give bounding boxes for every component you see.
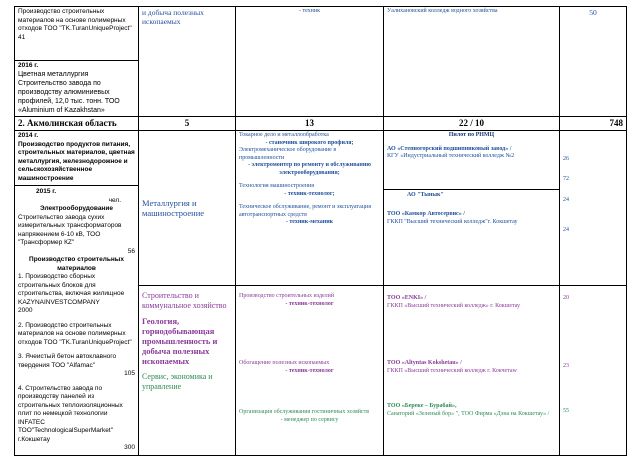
spec-b2: - техник-технолог [285, 300, 334, 307]
cell-specialty [236, 7, 384, 117]
partner-c2: ГККП "Высший технический колледж"г. Кокшетау [387, 218, 518, 225]
spec-c2: - техник-технолог [285, 367, 334, 374]
pilot-label: Пилот по РНМЦ [448, 132, 495, 138]
count-f: 23 [563, 362, 569, 369]
count-c: 24 [563, 197, 569, 203]
document-table [14, 6, 627, 456]
cell-industry-list [15, 131, 139, 456]
left-year-2015: 2015 г. [36, 188, 57, 195]
section-name: 2. Акмолинская область [15, 117, 139, 131]
partner-c1: ТОО «Камкор Автосервис» / [387, 211, 465, 217]
spec-a3: Электромеханическое оборудование в промышленности [239, 147, 337, 161]
cell-count [560, 7, 627, 117]
table-row [15, 7, 627, 61]
top-project-count: 41 [18, 33, 26, 41]
table-row [15, 131, 627, 286]
left-year-2014: 2014 г. [18, 132, 39, 139]
left-item-1-count: 2000 [18, 307, 33, 314]
section-col4: 22 / 10 [384, 117, 560, 131]
sector-geology: Геология, горнодобывающая промышленность и добыча полезных ископаемых [142, 316, 218, 366]
left-electro-count: 56 [127, 247, 135, 255]
spec-b1: Производство строительных изделий [239, 293, 335, 299]
partner-a2: КГУ «Индустриальный технический колледж №2 [387, 153, 515, 159]
left-heading-materials: Производство строительных материалов [29, 256, 124, 272]
top-college-text: Уалихановский колледж водного хозяйства [387, 8, 498, 14]
top-count-value: 50 [589, 8, 597, 17]
cell-partners-construction [384, 286, 560, 456]
top-project-text: Производство строительных материалов на основе полимерных отходов ТОО "TK.TuranUniqueProject" [18, 8, 132, 32]
partner-a1: АО «Степногорский подшипниковый завод» / [387, 145, 512, 152]
sector-construction: Строительство и коммунальное хозяйство [142, 291, 227, 310]
cell-count-construction [560, 286, 627, 456]
left-item-4: 4. Строительство завода по производству панелей из строительных теплоизоляционных плит по немецкой технологии INFATEC ТОО"TechnologicalSuperMarket" г.Кокшетау [18, 384, 123, 443]
left-item-2: 2. Производство строительных материалов на основе полимерных отходов ТОО "TK.TuranUniqueProject" [18, 321, 132, 346]
partner-d2: ГККП «Высший технический колледж» г. Кокшетау [387, 302, 521, 309]
cell-specialties-metallurgy [236, 131, 384, 286]
left-unit-label: чел. [108, 196, 121, 204]
left-item-3-count: 105 [124, 370, 135, 377]
left-item-1: 1. Производство сборных строительных блоков для строительства, включая жилищное KAZYNAINVESTCOMPANY [18, 273, 125, 306]
spec-d2: - менеджер по сервису [280, 416, 339, 423]
spec-a2: - станочник широкого профиля; [265, 139, 354, 146]
cell-industry [15, 7, 139, 61]
section-col2: 5 [139, 117, 236, 131]
metal-description: Строительство завода по производству алюминиевых профилей, 12,0 тыс. тонн. ТОО «Aluminium of Kazakhstan» [18, 80, 120, 114]
cell-college [384, 7, 560, 117]
sector-metallurgy: Металлургия и машиностроение [142, 198, 205, 218]
partner-e1: ТОО «Altyntas Kokshetau» / [387, 360, 462, 366]
top-specialty-text: - техник [298, 8, 321, 14]
partner-b1: АО "Тынык" [407, 191, 444, 198]
spec-d1: Организация обслуживания гостиничных хозяйств [239, 409, 370, 415]
section-header-row [15, 117, 627, 131]
count-d: 24 [563, 226, 569, 233]
spec-a7: Техническое обслуживание, ремонт и эксплуатация автотранспортных средств [239, 204, 371, 218]
sector-service: Сервис, экономика и управление [142, 372, 213, 391]
spec-a1: Токарное дело и металлообработка [239, 132, 329, 138]
top-sector-text: и добыча полезных ископаемых [142, 8, 204, 26]
spec-a4: - электромонтер по ремонту и обслуживанию электрооборудования; [248, 162, 371, 176]
cell-sector-metallurgy [139, 131, 236, 286]
left-heading-electro: Электрооборудование [40, 205, 113, 212]
left-2014-text: Производство продуктов питания, строительных материалов, цветная металлургия, железнодорожное и сельскохозяйственное машиностроение [18, 140, 135, 182]
left-electro-text: Строительство завода сухих измерительных трансформаторов напряжением 6-10 кВ, ТОО "Трансформер КZ" [18, 213, 122, 246]
left-item-4-count: 300 [124, 444, 135, 451]
count-b: 72 [563, 175, 569, 182]
cell-sector [139, 7, 236, 117]
left-item-3: 3. Ячеистый бетон автоклавного твердения ТОО "Alfamac" [18, 353, 117, 369]
section-col5: 748 [560, 117, 627, 131]
partner-e2: ГККП «Высший технический колледж г. Кокчетаw [387, 367, 517, 374]
cell-industry [15, 61, 139, 117]
divider [15, 185, 138, 186]
section-col3: 13 [236, 117, 384, 131]
cell-partners-metallurgy [384, 131, 560, 286]
metal-year: 2016 г. [18, 62, 39, 69]
spec-a8: - техник-механик [285, 219, 334, 225]
count-g: 55 [563, 408, 569, 414]
partner-f2: Санаторий «Зеленый бор» ", ТОО Фирма «Дэна на Кокшетау» / [387, 410, 550, 417]
cell-specialties-construction [236, 286, 384, 456]
spec-c1: Обогащение полезных ископаемых [239, 360, 330, 366]
partner-d1: ТОО «ENKI» / [387, 295, 427, 301]
count-a: 26 [563, 156, 569, 162]
spec-a6: - техник-технолог; [284, 190, 335, 197]
metal-title: Цветная металлургия [18, 70, 89, 78]
count-e: 20 [563, 295, 569, 301]
spec-a5: Технология машиностроения [239, 183, 314, 189]
partner-f1: ТОО «Береке – Бурабай», [387, 403, 457, 409]
cell-sector-construction [139, 286, 236, 456]
cell-count-metallurgy [560, 131, 627, 286]
